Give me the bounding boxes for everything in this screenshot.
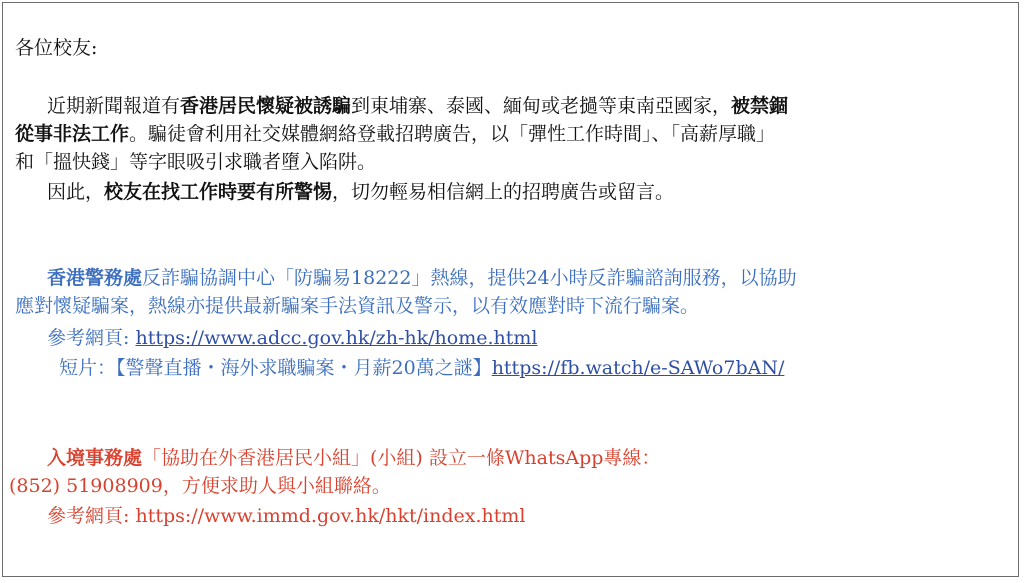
police-org-name: 香港警務處 — [47, 267, 143, 289]
immd-line2: (852) 51908909，方便求助人與小組聯絡。 — [9, 475, 391, 497]
police-video-label: 短片：【警聲直播・海外求職騙案・月薪20萬之謎】 — [59, 357, 492, 379]
para1-line2 — [15, 121, 775, 147]
immd-ref-label: 參考網頁: — [47, 505, 136, 527]
greeting: 各位校友: — [15, 37, 98, 59]
para1-line3: 和「搵快錢」等字眼吸引求職者墮入陷阱。 — [15, 151, 377, 173]
immd-org-name: 入境事務處 — [47, 447, 143, 469]
immd-text: 「協助在外香港居民小組」(小組) 設立一條WhatsApp專線： — [142, 447, 661, 469]
police-video-link[interactable]: https://fb.watch/e-SAWo7bAN/ — [491, 357, 785, 379]
para1-line1 — [47, 93, 788, 119]
para1-bold-victims: 香港居民懷疑被誘騙 — [180, 95, 352, 117]
para2-text: ，切勿輕易相信網上的招聘廣告或留言。 — [332, 181, 675, 203]
police-ref-line — [47, 325, 538, 351]
immd-ref-link[interactable]: https://www.immd.gov.hk/hkt/index.html — [135, 505, 526, 527]
para2-line — [47, 179, 674, 205]
para2-text: 因此， — [47, 181, 105, 203]
police-text: 反詐騙協調中心「防騙易18222」熱線，提供24小時反詐騙諮詢服務，以協助 — [142, 267, 797, 289]
para1-text: 近期新聞報道有 — [47, 95, 181, 117]
para1-text: 。騙徒會利用社交媒體網絡登載招聘廣告，以「彈性工作時間」、「高薪厚職」 — [129, 123, 776, 145]
para1-text: 到東埔寨、泰國、緬甸或老撾等東南亞國家， — [351, 95, 732, 117]
police-ref-link[interactable]: https://www.adcc.gov.hk/zh-hk/home.html — [135, 327, 538, 349]
police-video-line — [59, 355, 784, 381]
para2-bold-warning: 校友在找工作時要有所警惕 — [104, 181, 333, 203]
police-line1 — [47, 265, 797, 291]
para1-bold-illegal-work: 從事非法工作 — [15, 123, 130, 145]
immd-ref-line — [47, 503, 525, 529]
immd-line1 — [47, 445, 660, 471]
para1-bold-detained: 被禁錮 — [731, 95, 789, 117]
police-line2: 應對懷疑騙案，熱線亦提供最新騙案手法資訊及警示，以有效應對時下流行騙案。 — [15, 295, 700, 317]
police-ref-label: 參考網頁: — [47, 327, 136, 349]
notice-frame — [2, 2, 1019, 577]
